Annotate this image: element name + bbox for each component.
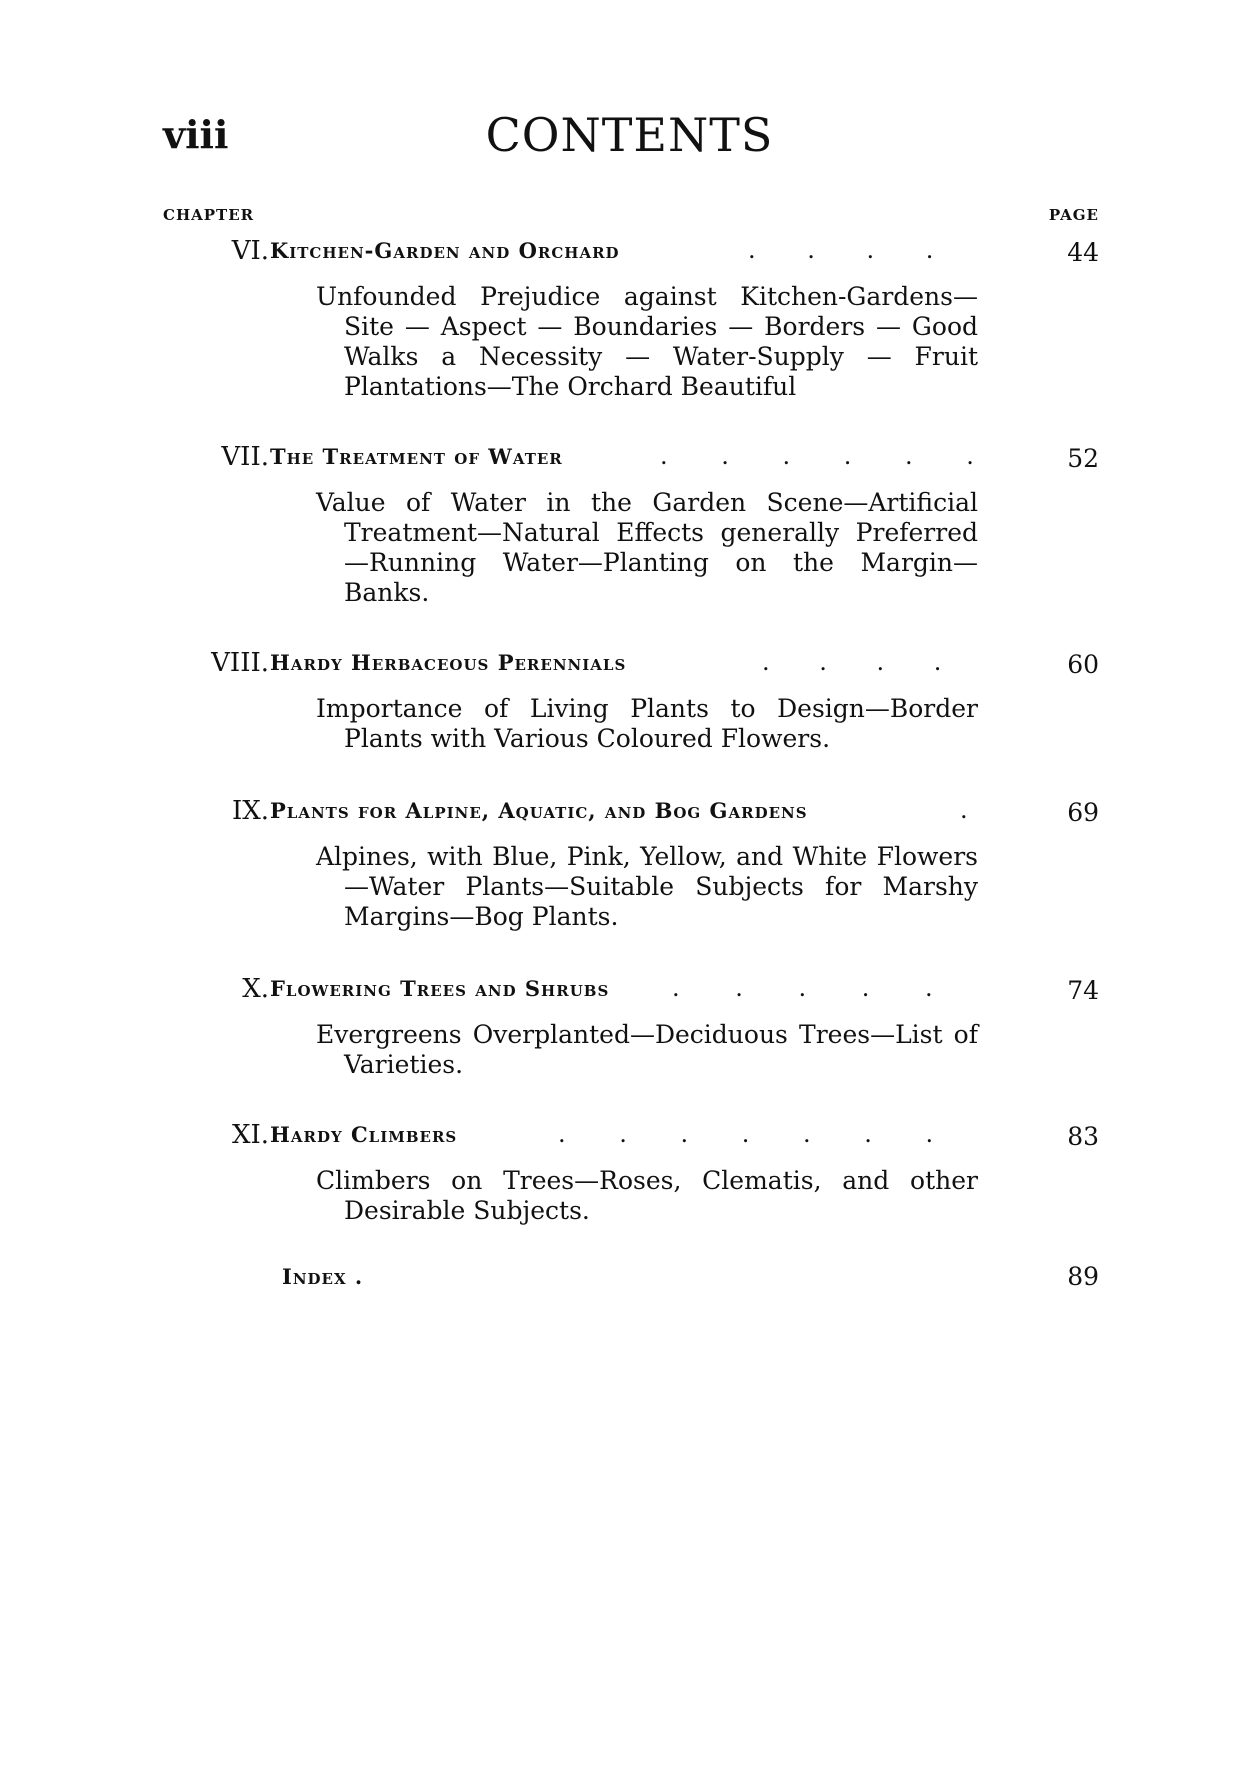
chapter-numeral: IX. (231, 796, 269, 826)
page-title: CONTENTS (485, 108, 774, 162)
leader-dots: . . . . (748, 236, 934, 264)
toc-entry (0, 974, 1259, 1079)
chapter-page-number[interactable]: 52 (1067, 444, 1099, 473)
chapter-description: Alpines, with Blue, Pink, Yellow, and White Flowers—Water Plants—Suitable Subjects for Marshy Margins—Bog Plants. (316, 842, 978, 931)
chapter-description: Importance of Living Plants to Design—Border Plants with Various Coloured Flowers. (316, 694, 978, 753)
chapter-description: Climbers on Trees—Roses, Clematis, and other Desirable Subjects. (316, 1166, 978, 1225)
leader-dots: . . . . . . (660, 442, 974, 470)
toc-entry (0, 796, 1259, 931)
chapter-heading[interactable]: Plants for Alpine, Aquatic, and Bog Gardens (270, 798, 808, 823)
chapter-heading[interactable]: Hardy Herbaceous Perennials (270, 650, 627, 675)
chapter-page-number[interactable]: 60 (1067, 650, 1099, 679)
chapter-numeral: XI. (231, 1120, 269, 1150)
index-entry-label[interactable]: Index . (282, 1264, 364, 1289)
chapter-heading[interactable]: The Treatment of Water (270, 444, 563, 469)
leader-dots: . . . . (762, 648, 942, 676)
chapter-heading[interactable]: Flowering Trees and Shrubs (270, 976, 610, 1001)
chapter-page-number[interactable]: 74 (1067, 976, 1099, 1005)
chapter-numeral: X. (242, 974, 269, 1004)
chapter-page-number[interactable]: 69 (1067, 798, 1099, 827)
toc-entry (0, 1120, 1259, 1225)
chapter-description: Evergreens Overplanted—Deciduous Trees—List of Varieties. (316, 1020, 978, 1079)
page-folio: viii (163, 112, 229, 157)
chapter-page-number[interactable]: 83 (1067, 1122, 1099, 1151)
chapter-description: Value of Water in the Garden Scene—Artificial Treatment—Natural Effects generally Preferred —Running Water—Planting on the Margin—Banks. (316, 488, 978, 607)
index-page-number[interactable]: 89 (1067, 1262, 1099, 1291)
chapter-column-label: CHAPTER (163, 206, 255, 224)
leader-dots: . (960, 796, 968, 824)
toc-entry (0, 442, 1259, 607)
chapter-numeral: VII. (221, 442, 269, 472)
chapter-numeral: VI. (231, 236, 269, 266)
toc-entry (0, 236, 1259, 401)
leader-dots: . . . . . (672, 974, 933, 1002)
page-column-label: PAGE (1048, 206, 1099, 224)
chapter-numeral: VIII. (211, 648, 269, 678)
toc-entry (0, 648, 1259, 753)
chapter-description: Unfounded Prejudice against Kitchen-Gardens—Site — Aspect — Boundaries — Borders — Good Walks a Necessity — Water-Supply — Fruit Plantations—The Orchard Beautiful (316, 282, 978, 401)
chapter-page-number[interactable]: 44 (1067, 238, 1099, 267)
chapter-heading[interactable]: Kitchen-Garden and Orchard (270, 238, 620, 263)
leader-dots: . . . . . . . (558, 1120, 934, 1148)
chapter-heading[interactable]: Hardy Climbers (270, 1122, 458, 1147)
